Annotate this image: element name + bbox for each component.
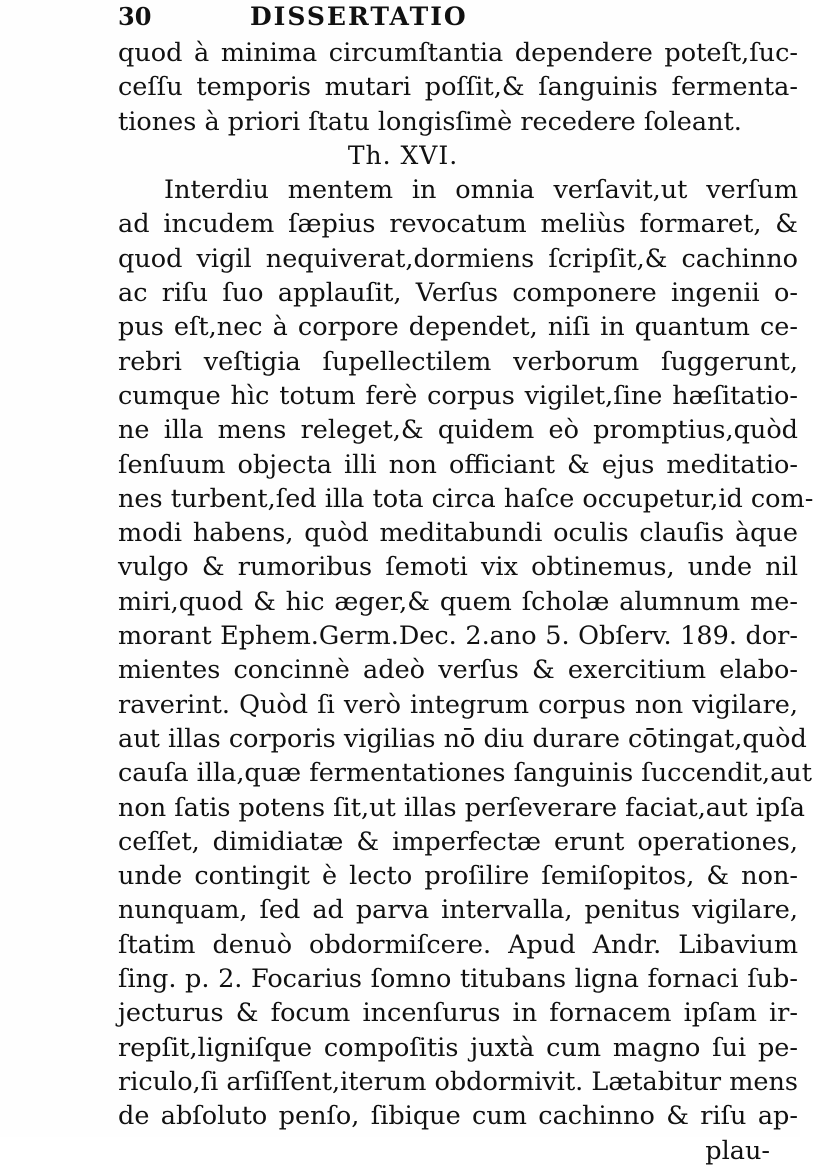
text-line: ad incudem ſæpius revocatum meliùs formaret, & (118, 209, 798, 240)
text-line: Interdiu mentem in omnia verſavit,ut verſum (164, 175, 798, 206)
text-line: cauſa illa,quæ fermentationes ſanguinis ſuccendit,aut (118, 758, 812, 789)
text-line: non ſatis potens ſit,ut illas perſeverare faciat,aut ipſa (118, 792, 805, 823)
text-line: riculo,ſi arſiſſent,iterum obdormivit. Lætabitur mens (118, 1066, 798, 1097)
page-number: 30 (118, 2, 152, 31)
text-line: ceſſet, dimidiatæ & imperfectæ erunt operationes, (118, 826, 798, 857)
text-line: ceſſu temporis mutari poſſit,& ſanguinis fermenta- (118, 72, 798, 103)
text-line: mientes concinnè adeò verſus & exercitium elabo- (118, 655, 798, 686)
text-line: tiones à priori ſtatu longisſimè recedere ſoleant. (118, 106, 742, 137)
text-line: raverint. Quòd ſi verò integrum corpus non vigilare, (118, 689, 798, 720)
text-line: miri,quod & hic æger,& quem ſcholæ alumnum me- (118, 586, 798, 617)
text-line: quod à minima circumſtantia dependere poteſt,ſuc- (118, 38, 798, 68)
text-line: aut illas corporis vigilias nō diu durare cōtingat,quòd (118, 723, 807, 754)
text-line: pus eſt,nec à corpore dependet, niſi in quantum ce- (118, 312, 798, 343)
text-line: unde contingit è lecto proſilire ſemiſopitos, & non- (118, 861, 798, 892)
text-line: repſit,ligniſque compoſitis juxtà cum magno ſui pe- (118, 1032, 798, 1063)
text-line: ſenſuum objecta illi non officiant & ejus meditatio- (118, 449, 798, 480)
text-line: nes turbent,ſed illa tota circa haſce occupetur,id com- (118, 483, 813, 514)
catchword: plau- (705, 1135, 770, 1166)
text-line: nunquam, ſed ad parva intervalla, penitus vigilare, (118, 895, 798, 926)
text-line: quod vigil nequiverat,dormiens ſcripſit,& cachinno (118, 243, 798, 274)
text-line: rebri veſtigia ſupellectilem verborum ſuggerunt, (118, 346, 798, 377)
text-line: ſtatim denuò obdormiſcere. Apud Andr. Libavium (118, 929, 798, 960)
text-line: cumque hìc totum ferè corpus vigilet,ſine hæſitatio- (118, 380, 798, 411)
text-line: modi habens, quòd meditabundi oculis clauſis àque (118, 518, 798, 549)
text-line: ne illa mens releget,& quidem eò promptius,quòd (118, 415, 798, 446)
section-heading: Th. XVI. (347, 140, 459, 170)
text-line: morant Ephem.Germ.Dec. 2.ano 5. Obſerv. 189. dor- (118, 621, 798, 652)
running-head: DISSERTATIO (250, 2, 468, 31)
page-header (118, 2, 778, 32)
body-text (118, 36, 813, 1168)
text-line: jecturus & focum incenſurus in fornacem ipſam ir- (118, 998, 798, 1029)
text-line: vulgo & rumoribus ſemoti vix obtinemus, unde nil (118, 552, 798, 583)
text-line: de abſoluto penſo, ſibique cum cachinno & riſu ap- (118, 1101, 798, 1132)
text-line: ſing. p. 2. Focarius ſomno titubans ligna fornaci ſub- (118, 964, 798, 995)
text-line: ac riſu ſuo applauſit, Verſus componere ingenii o- (118, 278, 798, 309)
